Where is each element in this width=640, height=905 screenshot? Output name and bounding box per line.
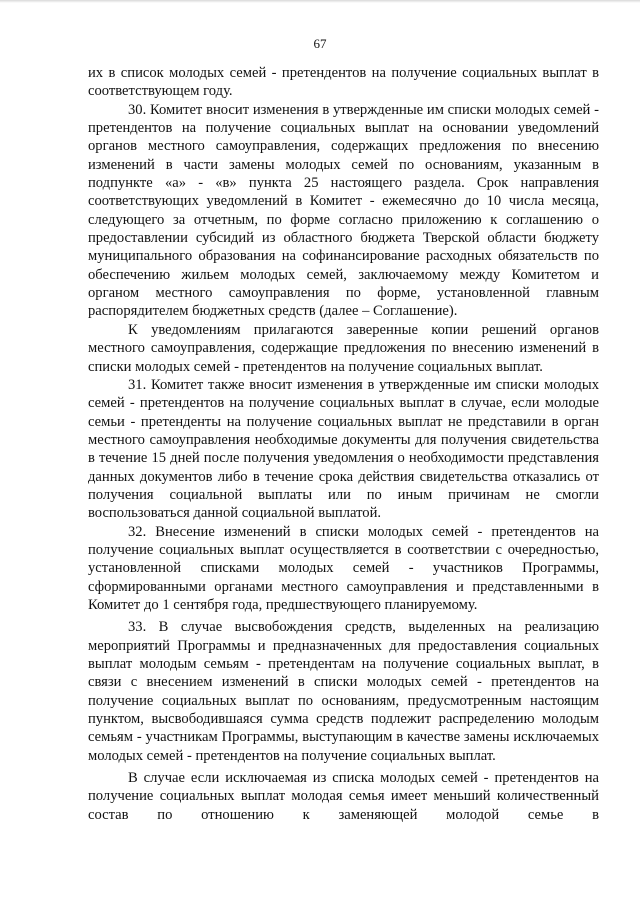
- paragraph-item-30: 30. Комитет вносит изменения в утвержденные им списки молодых семей - претендентов на получение социальных выплат на основании уведомлений органов местного самоуправления, содержащих предложения по внесению изменений в части замены молодых семей по основаниям, указанным в подпункте «а» - «в» пункта 25 настоящего раздела. Срок направления соответствующих уведомлений в Комитет - ежемесячно до 10 числа месяца, следующего за отчетным, по форме согласно приложению к соглашению о предоставлении субсидий из областного бюджета Тверской области бюджету муниципального образования на софинансирование расходных обязательств по обеспечению жильем молодых семей, заключаемому между Комитетом и органом местного самоуправления по форме, установленной главным распорядителем бюджетных средств (далее – Соглашение).: [88, 101, 599, 320]
- paragraph-item-32: 32. Внесение изменений в списки молодых семей - претендентов на получение социальных выплат осуществляется в соответствии с очередностью, установленной списками молодых семей - участников Программы, сформированными органами местного самоуправления и представленными в Комитет до 1 сентября года, предшествующего планируемому.: [88, 523, 599, 613]
- paragraph-item-31: 31. Комитет также вносит изменения в утвержденные им списки молодых семей - претендентов на получение социальных выплат в случае, если молодые семьи - претенденты на получение социальных выплат не представили в орган местного самоуправления необходимые документы для получения свидетельства в течение 15 дней после получения уведомления о необходимости представления данных документов либо в течение срока действия свидетельства отказались от получения социальной выплаты или по иным причинам не смогли воспользоваться данной социальной выплатой.: [88, 376, 599, 522]
- scan-edge: [0, 0, 640, 3]
- paragraph-continuation: их в список молодых семей - претендентов на получение социальных выплат в соответствующем году.: [88, 65, 599, 100]
- paragraph-item-33: 33. В случае высвобождения средств, выделенных на реализацию мероприятий Программы и предназначенных для предоставления социальных выплат молодым семьям - претендентам на получение социальных выплат, в связи с внесением изменений в списки молодых семей - претендентов на получение социальных выплат по основаниям, предусмотренным настоящим пунктом, высвободившаяся сумма средств подлежит распределению молодым семьям - участникам Программы, выступающим в качестве замены исключаемых молодых семей - претендентов на получение социальных выплат.: [88, 619, 599, 764]
- paragraph-replacement-case: В случае если исключаемая из списка молодых семей - претендентов на получение социальных выплат молодая семья имеет меньший количественный состав по отношению к заменяющей молодой семье в: [88, 770, 599, 823]
- page-body: [88, 64, 599, 824]
- paragraph-attachments: К уведомлениям прилагаются заверенные копии решений органов местного самоуправления, содержащие предложения по внесению изменений в списки молодых семей - претендентов на получение социальных выплат.: [88, 321, 599, 375]
- page-number: 67: [313, 36, 327, 51]
